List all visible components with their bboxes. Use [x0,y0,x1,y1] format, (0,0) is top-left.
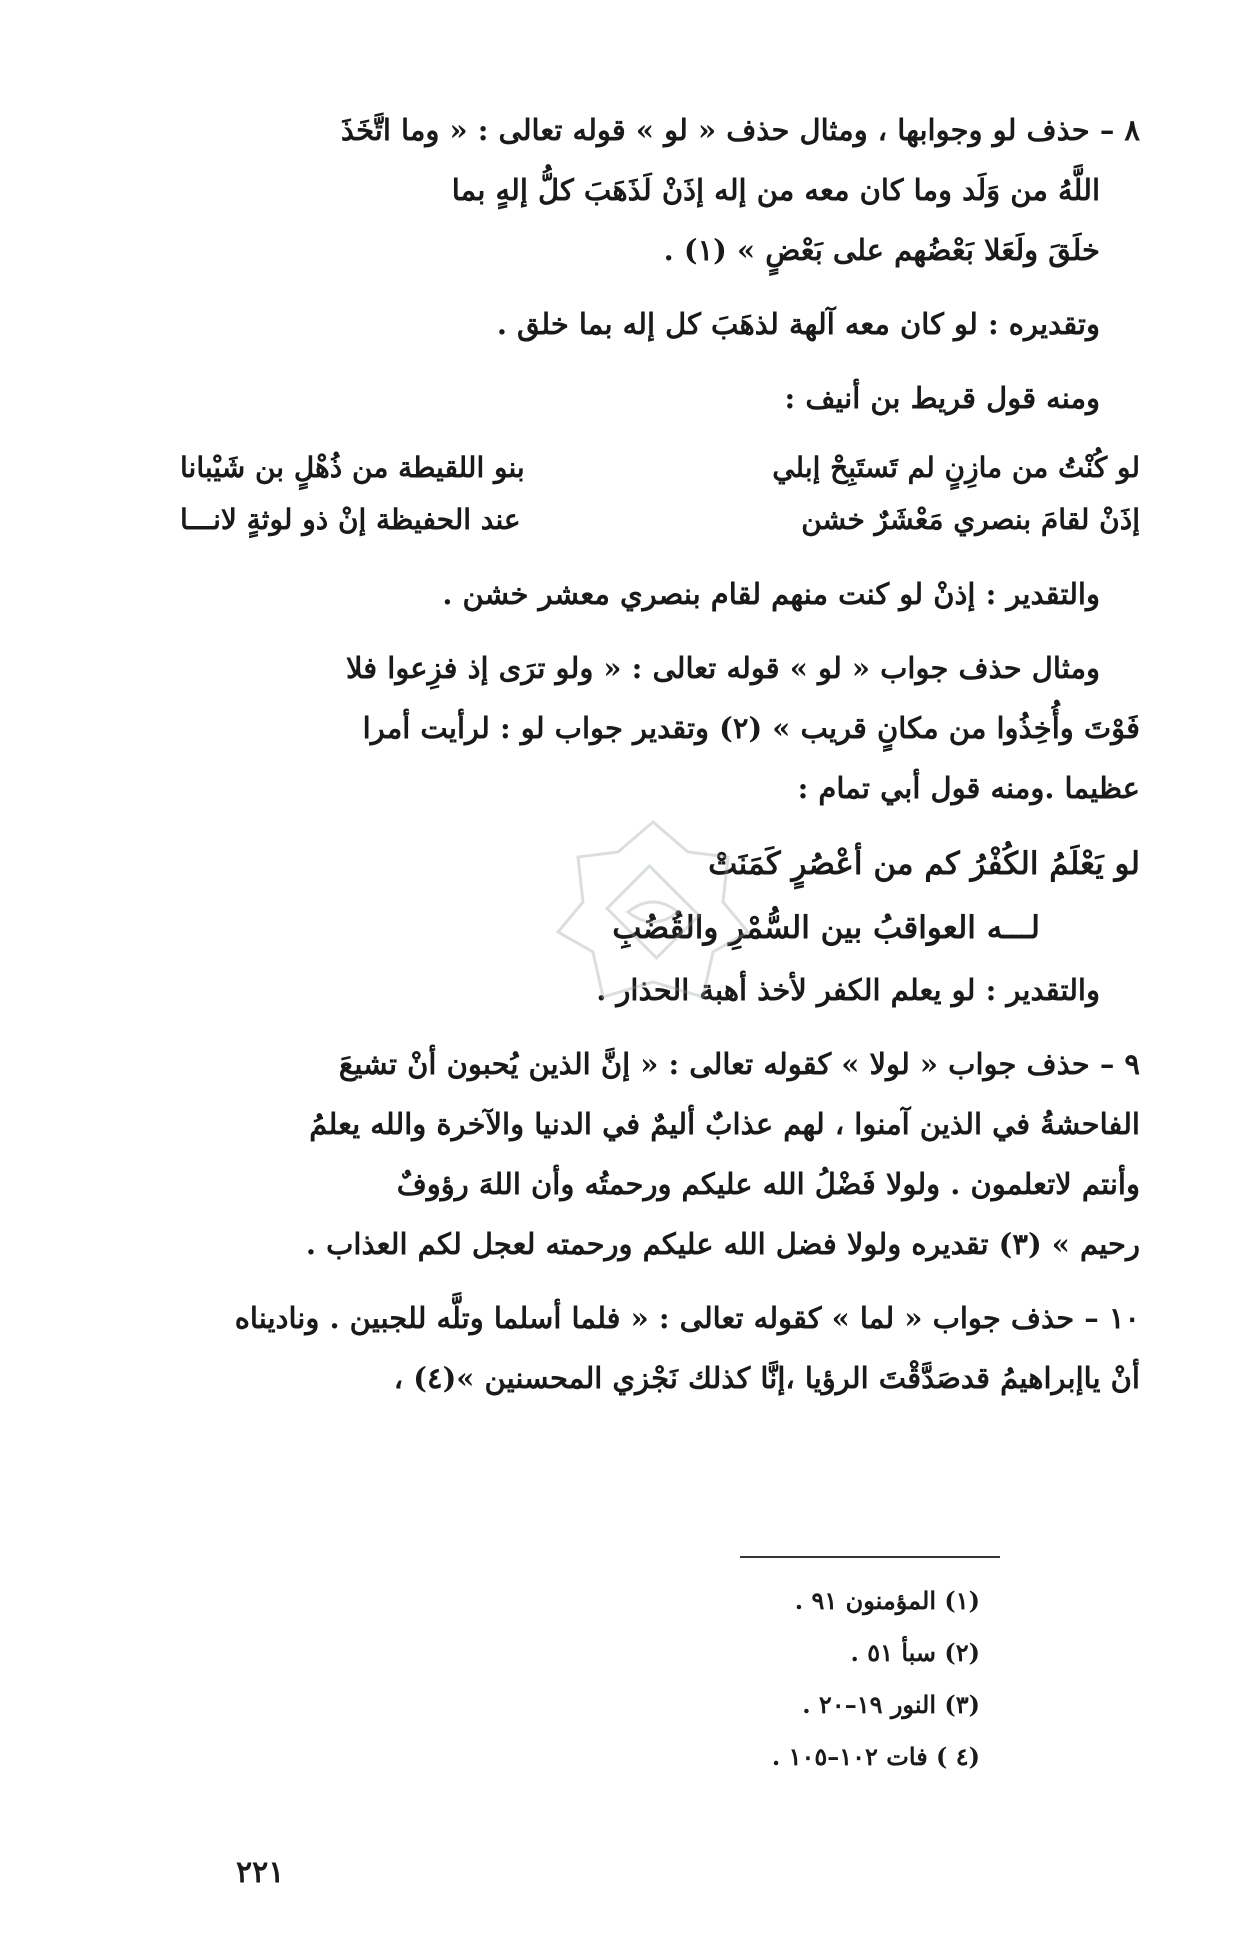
paragraph-8-quote-intro [180,368,1140,428]
text-line: ٩ – حذف جواب « لولا » كقوله تعالى : « إنَّ الذين يُحبون أنْ تشيعَ [338,1047,1140,1081]
verse-hemistich-right: لو كُنْتُ من مازِنٍ لم تَستَبِحْ إبلي [772,451,1140,484]
text-line: اللَّهُ من وَلَد وما كان معه من إله إذَنْ لَذَهَبَ كلُّ إلهٍ بما [451,173,1100,207]
paragraph-8-law-answer [180,638,1140,818]
text-line: فَوْتَ وأُخِذُوا من مكانٍ قريب » (٢) وتقدير جواب لو : لرأيت أمرا [362,711,1140,745]
footnote: (١) المؤمنون ٩١ . [794,1586,980,1615]
paragraph-8-estimate [180,294,1140,354]
footnote: (٣) النور ١٩–٢٠ . [802,1690,980,1719]
text-line: ومنه قول قريط بن أنيف : [784,381,1100,415]
verse-row [180,442,1140,494]
text-line: رحيم » (٣) تقديره ولولا فضل الله عليكم ورحمته لعجل لكم العذاب . [305,1227,1140,1261]
verse-hemistich-right: إذَنْ لقامَ بنصري مَعْشَرٌ خشن [801,503,1140,536]
paragraph-8 [180,100,1140,280]
text-line: خلَقَ ولَعَلا بَعْضُهم على بَعْضٍ » (١) . [663,233,1100,267]
verse-line: لـــه العواقبُ بين السُّمْرِ والقُضُبِ [612,910,1040,946]
footnote-divider [740,1556,1000,1558]
paragraph-9 [180,1034,1140,1274]
verse-hemistich-left: عند الحفيظة إنْ ذو لوثةٍ لانـــا [180,503,521,536]
footnote: (٢) سبأ ٥١ . [850,1638,980,1667]
text-line: وأنتم لاتعلمون . ولولا فَضْلُ الله عليكم ورحمتُه وأن اللهَ رؤوفٌ [396,1167,1140,1201]
verse-hemistich-left: بنو اللقيطة من ذُهْلٍ بن شَيْبانا [180,451,525,484]
text-line: ومثال حذف جواب « لو » قوله تعالى : « ولو ترَى إذ فزِعوا فلا [346,651,1100,685]
text-line: الفاحشةُ في الذين آمنوا ، لهم عذابٌ أليمٌ في الدنيا والآخرة والله يعلمُ [309,1107,1140,1141]
page-number: ٢٢١ [236,1855,285,1890]
verse-line: لو يَعْلَمُ الكُفْرُ كم من أعْصُرٍ كَمَنَتْ [708,846,1140,882]
text-line: ٨ – حذف لو وجوابها ، ومثال حذف « لو » قوله تعالى : « وما اتَّخَذَ [340,113,1140,147]
footnote: (٤ ) فات ١٠٢–١٠٥ . [771,1742,980,1771]
poem-quraet [180,442,1140,546]
text-line: والتقدير : لو يعلم الكفر لأخذ أهبة الحذار . [596,973,1100,1007]
text-line: والتقدير : إذنْ لو كنت منهم لقام بنصري معشر خشن . [442,577,1100,611]
text-line: عظيما .ومنه قول أبي تمام : [797,771,1140,805]
text-line: ١٠ – حذف جواب « لما » كقوله تعالى : « فلما أسلما وتلَّه للجبين . وناديناه [234,1301,1140,1335]
footnotes [380,1575,980,1783]
seal-icon [548,812,758,1012]
paragraph-8-estimate-2 [180,564,1140,624]
verse-row [180,494,1140,546]
text-line: وتقديره : لو كان معه آلهة لذهَبَ كل إله بما خلق . [496,307,1100,341]
paragraph-10 [180,1288,1140,1408]
text-line: أنْ ياإبراهيمُ قدصَدَّقْتَ الرؤيا ،إنَّا كذلك نَجْزي المحسنين »(٤) ، [393,1361,1140,1395]
